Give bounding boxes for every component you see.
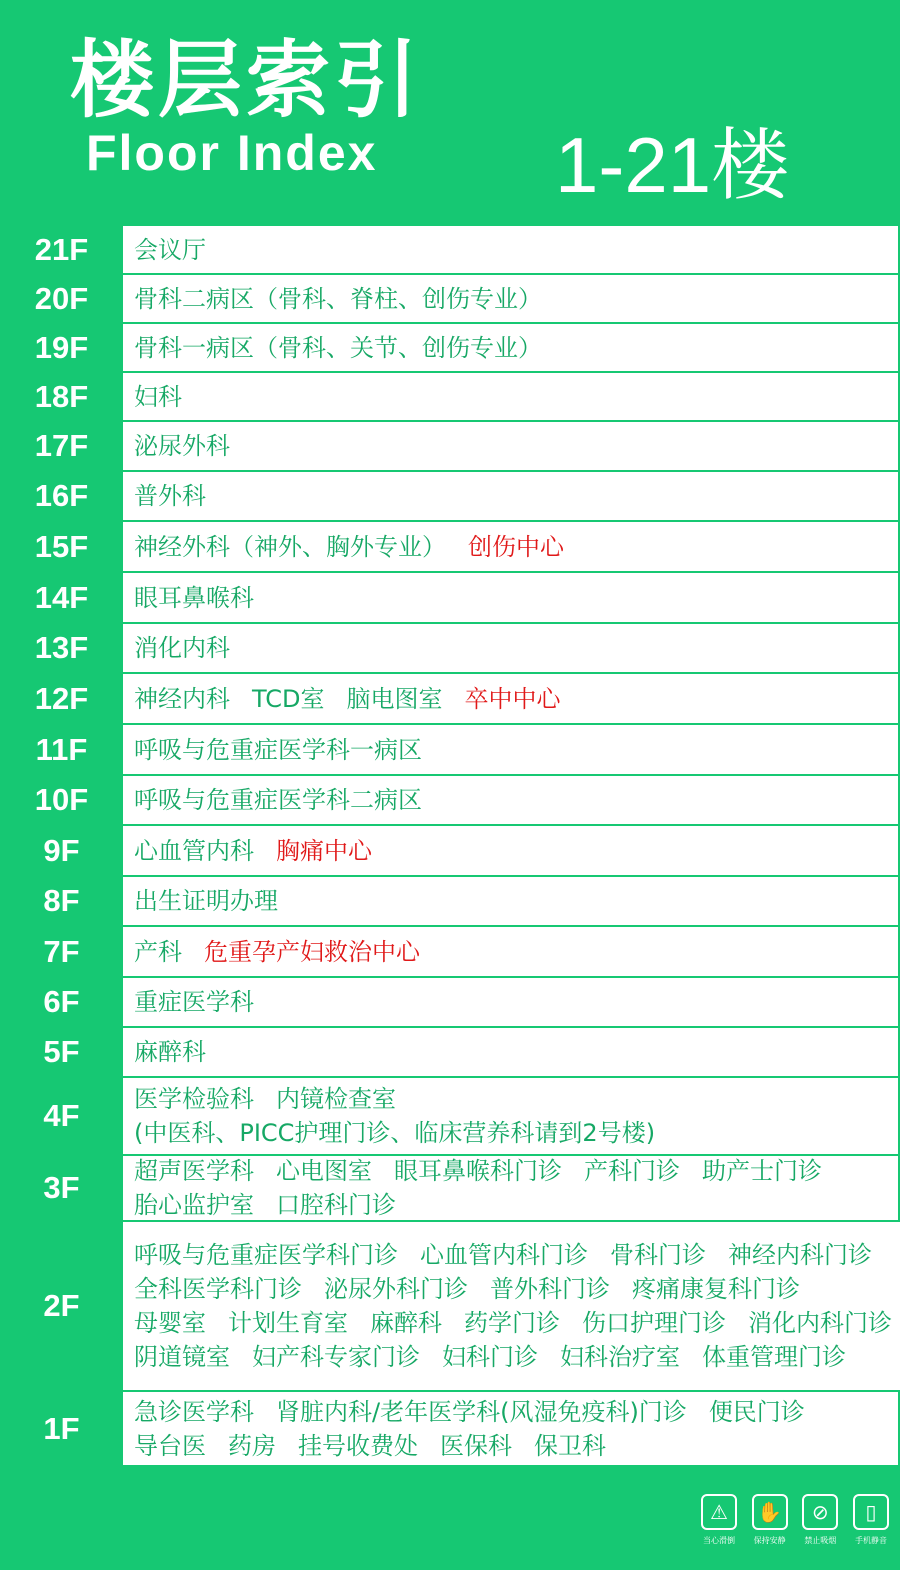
floor-row [0, 1078, 900, 1156]
floor-number: 7F [0, 927, 124, 976]
floor-row [0, 776, 900, 826]
floor-row [0, 1028, 900, 1078]
department-label: 麻醉科 [370, 1309, 442, 1337]
floor-departments [124, 1028, 898, 1076]
department-label: 眼耳鼻喉科 [134, 583, 254, 612]
department-line [134, 1082, 888, 1116]
department-label: 计划生育室 [228, 1309, 348, 1337]
floor-departments [124, 1078, 898, 1154]
department-label: 呼吸与危重症医学科门诊 [134, 1241, 398, 1269]
floor-number: 15F [0, 522, 124, 571]
floor-row [0, 1392, 900, 1467]
department-label: 神经内科 [134, 684, 230, 713]
floor-departments [124, 1156, 898, 1220]
department-line [134, 783, 888, 817]
slip-warning-icon: ⚠ [701, 1494, 737, 1530]
department-line [134, 1154, 888, 1188]
department-line [134, 884, 888, 918]
floor-departments [124, 573, 898, 622]
floor-departments [124, 226, 898, 273]
department-label: 产科门诊 [584, 1157, 680, 1185]
floor-number: 4F [0, 1078, 124, 1154]
floor-row [0, 573, 900, 624]
floor-departments [124, 826, 898, 875]
footer-icon-item [700, 1494, 738, 1554]
floor-number: 1F [0, 1392, 124, 1465]
department-label: 心电图室 [276, 1157, 372, 1185]
floor-row [0, 927, 900, 978]
department-label: 脑电图室 [346, 684, 443, 713]
department-line [134, 429, 888, 463]
department-label: 重症医学科 [134, 988, 254, 1016]
department-label: 泌尿外科门诊 [324, 1275, 468, 1303]
floor-number: 12F [0, 674, 124, 723]
footer-icon-item [801, 1494, 839, 1554]
footer-icon-label: 当心滑倒 [703, 1536, 735, 1545]
department-line [134, 1395, 888, 1429]
header [0, 0, 900, 226]
footer-icon-label: 保持安静 [753, 1536, 786, 1545]
department-label: 呼吸与危重症医学科二病区 [134, 786, 422, 814]
floor-row [0, 324, 900, 373]
floor-departments [124, 877, 898, 925]
department-label: 消化内科 [134, 634, 230, 662]
floor-departments [124, 422, 898, 470]
department-line [134, 985, 888, 1019]
floor-number: 11F [0, 725, 124, 774]
floor-row [0, 373, 900, 422]
department-line [134, 282, 888, 316]
department-line [134, 834, 888, 868]
floor-departments [124, 927, 898, 976]
floor-number: 2F [0, 1222, 124, 1390]
department-label: 肾脏内科/老年医学科(风湿免疫科)门诊 [276, 1397, 687, 1426]
department-label: TCD室 [252, 684, 325, 713]
department-label: 妇科门诊 [442, 1343, 538, 1371]
floor-row [0, 674, 900, 725]
department-label: 药房 [228, 1431, 276, 1460]
department-line [134, 1188, 888, 1222]
department-line [134, 479, 888, 513]
department-label: 助产士门诊 [702, 1157, 822, 1185]
page-subtitle: Floor Index [86, 125, 378, 181]
department-label: 挂号收费处 [298, 1431, 418, 1460]
floor-number: 21F [0, 226, 124, 273]
department-line [134, 631, 888, 665]
department-label: 骨科门诊 [610, 1241, 706, 1269]
department-line [134, 380, 888, 414]
department-line [134, 1340, 900, 1374]
phone-silent-icon: ▯ [853, 1494, 889, 1530]
department-line [134, 1116, 888, 1150]
floor-departments [124, 674, 898, 723]
quiet-icon: ✋ [752, 1494, 788, 1530]
department-line [134, 935, 888, 969]
floor-departments [124, 1222, 900, 1390]
department-line [134, 1272, 900, 1306]
floor-departments [124, 978, 898, 1026]
department-line [134, 733, 888, 767]
department-label: 泌尿外科 [134, 432, 230, 460]
floor-departments [124, 725, 898, 774]
floor-number: 8F [0, 877, 124, 925]
department-label: 全科医学科门诊 [134, 1275, 302, 1303]
department-label: 骨科一病区（骨科、关节、创伤专业） [134, 333, 542, 362]
department-label: 出生证明办理 [134, 887, 278, 915]
floor-departments [124, 373, 898, 420]
department-line [134, 1306, 900, 1340]
department-label: 消化内科门诊 [748, 1309, 892, 1337]
floor-departments [124, 624, 898, 672]
floor-row [0, 275, 900, 324]
floor-number: 13F [0, 624, 124, 672]
department-label: 麻醉科 [134, 1038, 206, 1066]
department-label: 母婴室 [134, 1309, 206, 1337]
department-label: 会议厅 [134, 235, 206, 264]
floor-departments [124, 324, 898, 371]
center-label: 胸痛中心 [276, 836, 372, 865]
department-label: 妇科治疗室 [560, 1343, 680, 1371]
floor-range: 1-21楼 [555, 121, 790, 209]
department-label: 阴道镜室 [134, 1343, 230, 1371]
department-label: 疼痛康复科门诊 [632, 1275, 800, 1303]
department-label: 便民门诊 [708, 1397, 805, 1426]
floor-list [0, 226, 900, 1467]
floor-row [0, 725, 900, 776]
floor-number: 3F [0, 1156, 124, 1220]
page-title: 楼层索引 [70, 31, 423, 129]
department-line [134, 530, 888, 564]
floor-row [0, 472, 900, 522]
department-label: 医保科 [440, 1431, 512, 1460]
department-label: 普外科门诊 [490, 1275, 610, 1303]
floor-number: 6F [0, 978, 124, 1026]
department-label: (中医科、PICC护理门诊、临床营养科请到2号楼) [134, 1119, 656, 1147]
department-line [134, 1035, 888, 1069]
department-label: 保卫科 [534, 1431, 606, 1460]
department-line [134, 682, 888, 716]
department-line [134, 581, 888, 615]
floor-row [0, 826, 900, 877]
department-label: 口腔科门诊 [276, 1191, 396, 1219]
department-line [134, 1429, 888, 1463]
floor-departments [124, 472, 898, 520]
floor-row [0, 978, 900, 1028]
footer-icon-label: 禁止吸烟 [804, 1536, 837, 1545]
department-label: 体重管理门诊 [702, 1343, 846, 1371]
floor-number: 18F [0, 373, 124, 420]
floor-departments [124, 1392, 898, 1465]
department-label: 伤口护理门诊 [582, 1309, 726, 1337]
floor-departments [124, 275, 898, 322]
footer-icon-item [852, 1494, 890, 1554]
floor-number: 10F [0, 776, 124, 824]
footer-icon-label: 手机静音 [854, 1536, 887, 1545]
floor-row [0, 1222, 900, 1392]
floor-row [0, 624, 900, 674]
department-label: 眼耳鼻喉科门诊 [394, 1157, 562, 1185]
department-label: 心血管内科 [134, 836, 254, 865]
floor-number: 19F [0, 324, 124, 371]
department-label: 导台医 [134, 1431, 206, 1460]
department-label: 神经内科门诊 [728, 1241, 872, 1269]
floor-row [0, 422, 900, 472]
floor-number: 14F [0, 573, 124, 622]
floor-number: 16F [0, 472, 124, 520]
department-line [134, 331, 888, 365]
department-label: 呼吸与危重症医学科一病区 [134, 735, 422, 764]
floor-number: 17F [0, 422, 124, 470]
footer-icon-item [751, 1494, 789, 1554]
floor-departments [124, 776, 898, 824]
department-label: 普外科 [134, 482, 206, 510]
department-label: 心血管内科门诊 [420, 1241, 588, 1269]
floor-departments [124, 522, 898, 571]
no-smoking-icon: ⊘ [802, 1494, 838, 1530]
department-label: 药学门诊 [464, 1309, 560, 1337]
center-label: 危重孕产妇救治中心 [204, 937, 420, 966]
footer-icons [700, 1494, 890, 1554]
floor-row [0, 522, 900, 573]
department-label: 妇科 [134, 382, 182, 411]
floor-number: 5F [0, 1028, 124, 1076]
floor-number: 20F [0, 275, 124, 322]
department-label: 胎心监护室 [134, 1191, 254, 1219]
department-label: 神经外科（神外、胸外专业） [134, 532, 446, 561]
department-label: 超声医学科 [134, 1157, 254, 1185]
floor-row [0, 226, 900, 275]
department-line [134, 1238, 900, 1272]
department-label: 骨科二病区（骨科、脊柱、创伤专业） [134, 284, 542, 313]
floor-row [0, 877, 900, 927]
department-line [134, 233, 888, 267]
department-label: 妇产科专家门诊 [252, 1343, 420, 1371]
department-label: 产科 [134, 937, 182, 966]
floor-row [0, 1156, 900, 1222]
department-label: 内镜检查室 [276, 1085, 396, 1113]
department-label: 医学检验科 [134, 1085, 254, 1113]
floor-number: 9F [0, 826, 124, 875]
center-label: 卒中中心 [464, 684, 561, 713]
center-label: 创伤中心 [468, 532, 564, 561]
department-label: 急诊医学科 [134, 1397, 254, 1426]
